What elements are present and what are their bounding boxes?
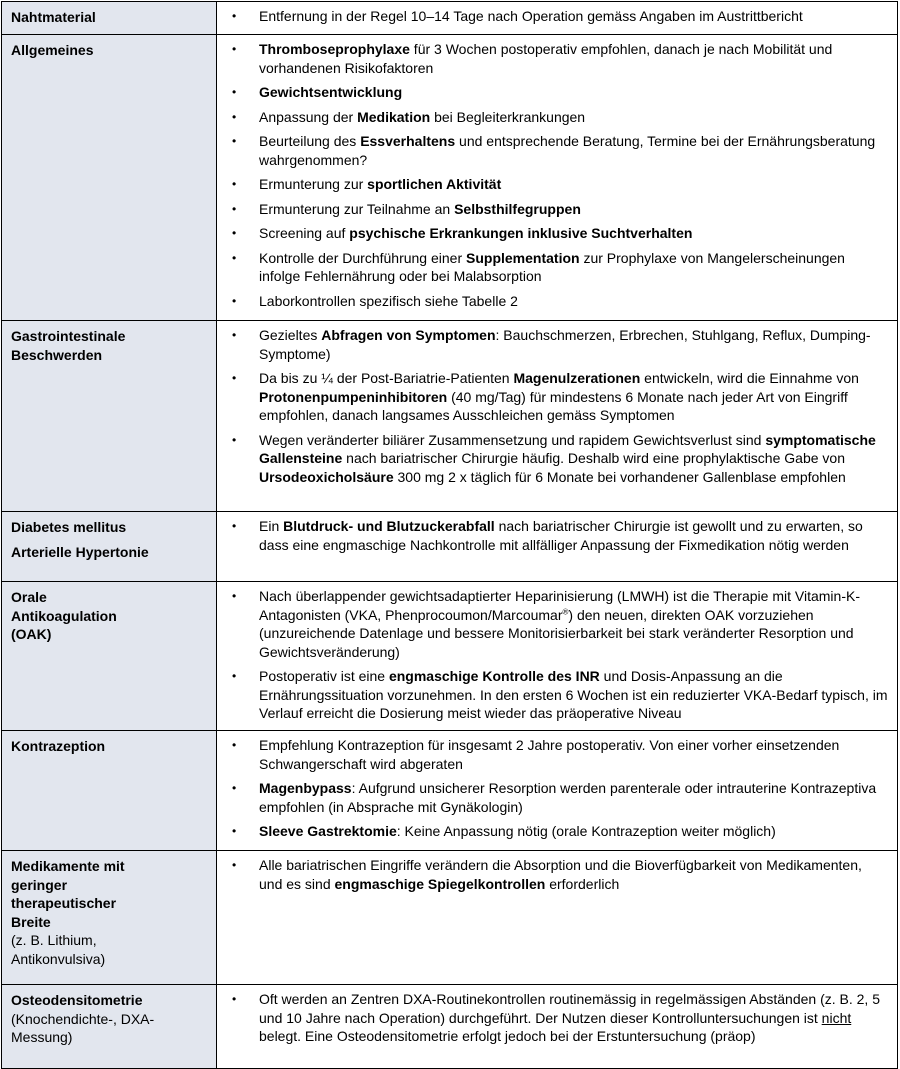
table-row: [2, 985, 898, 1069]
list-item: [217, 431, 889, 487]
item-text: Laborkontrollen spezifisch siehe Tabelle 2: [259, 292, 518, 309]
item-text: zur Prophylaxe von Mangelerscheinungen infolge Fehlernährung oder bei Malabsorption: [259, 249, 845, 284]
emphasis-text: engmaschige Kontrolle des INR: [388, 668, 600, 684]
list-item: [217, 779, 889, 816]
bullet-icon: •: [232, 589, 237, 603]
row-label-line: Orale: [11, 589, 47, 605]
emphasis-text: Magenulzerationen: [513, 370, 641, 386]
item-text: Wegen veränderter biliärer Zusammensetzung und rapidem Gewichtsverlust sind: [259, 431, 766, 448]
item-text: Screening auf: [259, 225, 350, 241]
emphasis-text: Ursodeoxicholsäure: [259, 468, 394, 485]
list-item: [217, 736, 889, 773]
item-text: (40 mg/Tag) für mindestens 6 Monate nach jeder Art von Eingriff empfohlen, danach langsames Ausschleichen gemäss Symptomen: [259, 388, 848, 423]
item-text: Empfehlung Kontrazeption für insgesamt 2 Jahre postoperativ. Von einer vorher einsetzenden Schwangerschaft wird abgeraten: [259, 737, 840, 772]
list-item: [217, 108, 889, 127]
emphasis-text: Selbsthilfegruppen: [454, 200, 581, 217]
bullet-icon: •: [232, 109, 237, 124]
item-text: nicht: [821, 1009, 852, 1026]
item-text: nach bariatrischer Chirurgie häufig. Deshalb wird eine prophylaktische Gabe von: [342, 450, 845, 466]
item-text: Kontrolle der Durchführung einer: [259, 249, 467, 266]
item-text: für 3 Wochen postoperativ empfohlen, danach je nach Mobilität und vorhandenen Risikofaktoren: [259, 41, 833, 76]
table-row: [2, 35, 898, 321]
item-text: Ermunterung zur: [259, 176, 368, 192]
emphasis-text: symptomatische Gallensteine: [259, 431, 876, 466]
row-label-line: (Knochendichte-, DXA-: [11, 1010, 155, 1027]
list-item: [217, 856, 889, 893]
bullet-icon: •: [232, 781, 237, 795]
row-content-cell: [217, 2, 898, 35]
row-label-line: Gastrointestinale: [11, 328, 126, 344]
item-text: und entsprechende Beratung, Termine bei der Ernährungsberatung wahrgenommen?: [259, 133, 876, 168]
item-text: ®: [562, 606, 569, 616]
row-label-line: Beschwerden: [11, 346, 103, 363]
item-text: 300 mg 2 x täglich für 6 Monate bei vorhandener Gallenblase empfohlen: [393, 468, 846, 485]
item-text: erforderlich: [545, 875, 620, 892]
row-content-cell: [217, 35, 898, 321]
emphasis-text: Blutdruck- und Blutzuckerabfall: [283, 518, 495, 534]
list-item: [217, 990, 889, 1046]
table-row: [2, 582, 898, 731]
emphasis-text: sportlichen Aktivität: [367, 176, 502, 192]
row-label-cell: [2, 35, 217, 321]
list-item: [217, 517, 889, 554]
bullet-icon: •: [232, 519, 237, 533]
bullet-icon: •: [232, 992, 237, 1006]
table-row: [2, 321, 898, 512]
bullet-list: [217, 517, 889, 554]
row-label-line: Osteodensitometrie: [11, 992, 143, 1008]
aftercare-table: [1, 1, 898, 1069]
row-label-line: Allgemeines: [11, 42, 94, 58]
bullet-icon: •: [232, 432, 237, 447]
bullet-icon: •: [232, 669, 237, 683]
bullet-icon: •: [232, 250, 237, 265]
emphasis-text: Abfragen von Symptomen: [321, 327, 496, 343]
bullet-icon: •: [232, 371, 237, 385]
row-label-line: Kontrazeption: [11, 738, 106, 754]
bullet-list: [217, 326, 889, 486]
bullet-icon: •: [232, 177, 237, 191]
row-content-cell: [217, 731, 898, 851]
row-content-cell: [217, 851, 898, 985]
bullet-list: [217, 856, 889, 893]
bullet-icon: •: [232, 738, 237, 752]
item-text: bei Begleiterkrankungen: [430, 108, 586, 125]
bullet-icon: •: [232, 42, 237, 56]
table-row: [2, 851, 898, 985]
emphasis-text: Magenbypass: [259, 780, 352, 796]
row-label-cell: [2, 731, 217, 851]
emphasis-text: Medikation: [357, 108, 431, 125]
bullet-icon: •: [232, 858, 237, 872]
list-item: [217, 667, 889, 723]
row-label-cell: [2, 2, 217, 35]
emphasis-text: Thromboseprophylaxe: [259, 41, 410, 57]
bullet-icon: •: [232, 9, 237, 23]
list-item: [217, 7, 889, 26]
row-label-line: Breite: [11, 913, 51, 930]
row-label-cell: [2, 985, 217, 1069]
row-label-line: (OAK): [11, 626, 52, 642]
bullet-icon: •: [232, 85, 237, 99]
item-text: Alle bariatrischen Eingriffe verändern die Absorption und die Bioverfügbarkeit von Medikamenten, und es sind: [259, 857, 862, 892]
table-row: [2, 512, 898, 582]
row-label-line: Arterielle Hypertonie: [11, 543, 149, 560]
bullet-icon: •: [232, 134, 237, 148]
emphasis-text: psychische Erkrankungen inklusive Suchtverhalten: [349, 225, 693, 241]
row-content-cell: [217, 582, 898, 731]
bullet-icon: •: [232, 226, 237, 240]
item-text: belegt. Eine Osteodensitometrie erfolgt jedoch bei der Erstuntersuchung (präop): [259, 1028, 756, 1044]
row-label-line: therapeutischer: [11, 895, 117, 911]
item-text: Beurteilung des: [259, 133, 361, 149]
row-label-line: (z. B. Lithium,: [11, 932, 97, 948]
table-row: [2, 731, 898, 851]
bullet-list: [217, 736, 889, 841]
row-label-cell: [2, 321, 217, 512]
row-label-line: Messung): [11, 1029, 73, 1045]
emphasis-text: Supplementation: [466, 249, 580, 266]
emphasis-text: Sleeve Gastrektomie: [259, 823, 397, 839]
list-item: [217, 249, 889, 286]
item-text: und Dosis-Anpassung an die Ernährungssituation vorzunehmen. In den ersten 6 Wochen ist ein reduzierter VKA-Bedarf typisch, im Verlauf erreicht die Dosierung meist wieder das präoperative Niveau: [259, 668, 888, 721]
row-label-line: geringer: [11, 876, 68, 893]
item-text: : Bauchschmerzen, Erbrechen, Stuhlgang, Reflux, Dumping-Symptome): [259, 327, 871, 362]
row-label-line: Antikonvulsiva): [11, 950, 106, 967]
item-text: entwickeln, wird die Einnahme von: [640, 370, 859, 386]
list-item: [217, 132, 889, 169]
bullet-icon: •: [232, 328, 237, 342]
emphasis-text: Gewichtsentwicklung: [259, 84, 403, 100]
row-label-cell: [2, 851, 217, 985]
item-text: Entfernung in der Regel 10–14 Tage nach Operation gemäss Angaben im Austrittbericht: [259, 8, 803, 24]
item-text: Ein: [259, 518, 284, 534]
row-content-cell: [217, 321, 898, 512]
item-text: Postoperativ ist eine: [259, 668, 389, 684]
bullet-list: [217, 7, 889, 26]
emphasis-text: engmaschige Spiegelkontrollen: [334, 875, 546, 892]
list-item: [217, 326, 889, 363]
row-content-cell: [217, 512, 898, 582]
row-label-line: Antikoagulation: [11, 607, 117, 624]
list-item: [217, 292, 889, 311]
bullet-icon: •: [232, 293, 237, 308]
item-text: Ermunterung zur Teilnahme an: [259, 200, 455, 217]
item-text: Oft werden an Zentren DXA-Routinekontrollen routinemässig in regelmässigen Abständen (z. B. 2, 5 und 10 Jahre nach Operation) durchgeführt. Der Nutzen dieser Kontrolluntersuchungen ist: [259, 991, 880, 1026]
row-label-line: Diabetes mellitus: [11, 519, 127, 535]
list-item: [217, 83, 889, 102]
list-item: [217, 40, 889, 77]
bullet-icon: •: [232, 201, 237, 216]
emphasis-text: Protonenpumpeninhibitoren: [259, 388, 448, 405]
row-label-line: Nahtmaterial: [11, 9, 96, 25]
emphasis-text: Essverhaltens: [360, 133, 456, 149]
list-item: [217, 175, 889, 194]
item-text: Nach überlappender gewichtsadaptierter Heparinisierung (LMWH) ist die Therapie mit Vitamin-K-Antagonisten (VKA, Phenprocoumon/Marcoumar: [259, 588, 860, 623]
list-item: [217, 200, 889, 219]
bullet-list: [217, 587, 889, 723]
bullet-list: [217, 990, 889, 1046]
row-label-cell: [2, 582, 217, 731]
list-item: [217, 224, 889, 243]
item-text: nach bariatrischer Chirurgie ist gewollt und zu erwarten, so dass eine engmaschige Nachkontrolle mit allfälliger Anpassung der Fixmedikation nötig werden: [259, 518, 863, 553]
aftercare-table-body: [2, 2, 898, 1069]
item-text: Da bis zu ¼ der Post-Bariatrie-Patienten: [259, 370, 514, 386]
bullet-icon: •: [232, 824, 237, 838]
row-content-cell: [217, 985, 898, 1069]
list-item: [217, 587, 889, 661]
table-row: [2, 2, 898, 35]
list-item: [217, 369, 889, 425]
item-text: Gezieltes: [259, 327, 322, 343]
item-text: Anpassung der: [259, 108, 358, 125]
row-label-cell: [2, 512, 217, 582]
item-text: : Aufgrund unsicherer Resorption werden parenterale oder intrauterine Kontrazeptiva empfohlen (in Absprache mit Gynäkologin): [259, 780, 877, 815]
item-text: : Keine Anpassung nötig (orale Kontrazeption weiter möglich): [396, 823, 776, 839]
list-item: [217, 822, 889, 841]
bullet-list: [217, 40, 889, 310]
item-text: ) den neuen, direkten OAK vorzuziehen (unzureichende Datenlage und bessere Monitorisierbarkeit bei stark veränderter Resorption und Gewichtsveränderung): [259, 606, 854, 660]
row-label-line: Medikamente mit: [11, 858, 125, 874]
